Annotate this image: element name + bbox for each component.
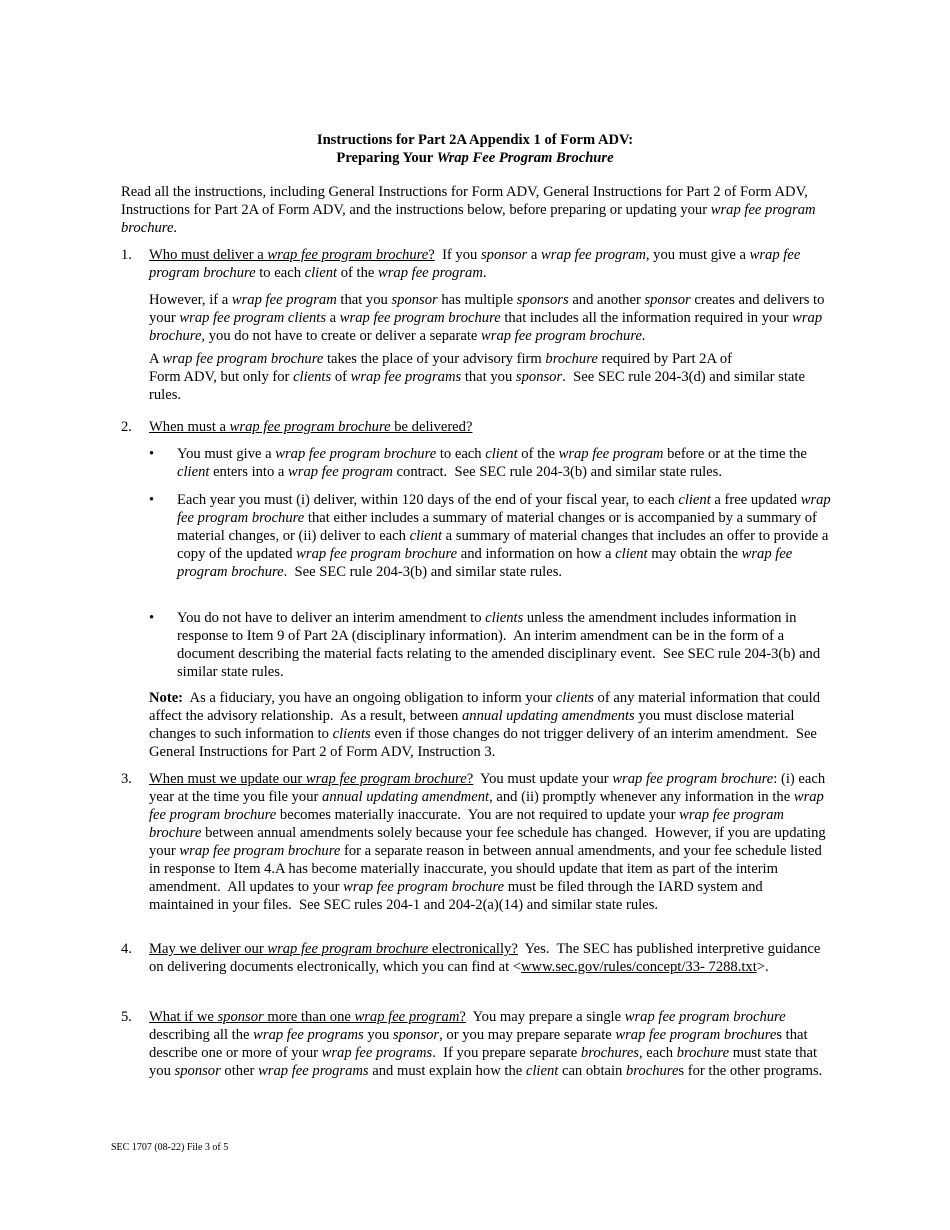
item-5-paragraph: What if we sponsor more than one wrap fee program? You may prepare a single wrap fee program brochure describing all the wrap fee programs you sponsor, or you may prepare separate wrap fee program brochures that describe one or more of your wrap fee programs. If you prepare separate brochures, each brochure must state that you sponsor other wrap fee programs and must explain how the client can obtain brochures for the other programs. bbox=[149, 1009, 823, 1079]
item-number-1: 1. bbox=[121, 247, 132, 263]
intro-paragraph: Read all the instructions, including General Instructions for Form ADV, General Instructions for Part 2 of Form ADV, Instructions for Part 2A of Form ADV, and the instructions below, before preparing or updating your wrap fee program brochure. bbox=[121, 184, 816, 236]
bullet-icon: • bbox=[149, 492, 155, 508]
item-1-paragraph-3: A wrap fee program brochure takes the place of your advisory firm brochure required by Part 2A of Form ADV, but only for clients of wrap fee programs that you sponsor. See SEC rule 204-3(d) and similar state rules. bbox=[149, 351, 805, 403]
page-title bbox=[0, 131, 950, 167]
title-line-1: Instructions for Part 2A Appendix 1 of Form ADV: bbox=[316, 132, 634, 148]
title-line-2: Preparing Your Wrap Fee Program Brochure bbox=[336, 150, 614, 166]
item-1-paragraph-2: However, if a wrap fee program that you sponsor has multiple sponsors and another sponsor creates and delivers to your wrap fee program clients a wrap fee program brochure that includes all the information required in your wrap brochure, you do not have to create or deliver a separate wrap fee program brochure. bbox=[149, 292, 825, 344]
bullet-icon: • bbox=[149, 610, 155, 626]
sec-link[interactable]: www.sec.gov/rules/concept/33- 7288.txt bbox=[521, 959, 757, 975]
page-footer: SEC 1707 (08-22) File 3 of 5 bbox=[111, 1142, 229, 1153]
item-4-paragraph: May we deliver our wrap fee program brochure electronically? Yes. The SEC has published interpretive guidance on delivering documents electronically, which you can find at <www.sec.gov/rules/concept/33- 7288.txt>. bbox=[149, 941, 821, 975]
item-number-2: 2. bbox=[121, 419, 132, 435]
item-number-4: 4. bbox=[121, 941, 132, 957]
bullet-icon: • bbox=[149, 446, 155, 462]
item-2-bullet-2: Each year you must (i) deliver, within 120 days of the end of your fiscal year, to each client a free updated wrap fee program brochure that either includes a summary of material changes or is accompanied by a summary of material changes, or (ii) deliver to each client a summary of material changes that includes an offer to provide a copy of the updated wrap fee program brochure and information on how a client may obtain the wrap fee program brochure. See SEC rule 204-3(b) and similar state rules. bbox=[177, 492, 831, 580]
item-number-5: 5. bbox=[121, 1009, 132, 1025]
item-1-paragraph: Who must deliver a wrap fee program brochure? If you sponsor a wrap fee program, you must give a wrap fee program brochure to each client of the wrap fee program. bbox=[149, 247, 801, 281]
item-number-3: 3. bbox=[121, 771, 132, 787]
item-2-bullet-3: You do not have to deliver an interim amendment to clients unless the amendment includes information in response to Item 9 of Part 2A (disciplinary information). An interim amendment can be in the form of a document describing the material facts relating to the amended disciplinary event. See SEC rule 204-3(b) and similar state rules. bbox=[177, 610, 821, 680]
item-3-paragraph: When must we update our wrap fee program brochure? You must update your wrap fee program brochure: (i) each year at the time you file your annual updating amendment, and (ii) promptly whenever any information in the wrap fee program brochure becomes materially inaccurate. You are not required to update your wrap fee program brochure between annual amendments solely because your fee schedule has changed. However, if you are updating your wrap fee program brochure for a separate reason in between annual amendments, and your fee schedule listed in response to Item 4.A has become materially inaccurate, you should update that item as part of the interim amendment. All updates to your wrap fee program brochure must be filed through the IARD system and maintained in your files. See SEC rules 204-1 and 204-2(a)(14) and similar state rules. bbox=[149, 771, 826, 913]
item-2-heading: When must a wrap fee program brochure be delivered? bbox=[149, 419, 473, 435]
item-2-note: Note: As a fiduciary, you have an ongoing obligation to inform your clients of any material information that could affect the advisory relationship. As a result, between annual updating amendments you must disclose material changes to such information to clients even if those changes do not trigger delivery of an interim amendment. See General Instructions for Part 2 of Form ADV, Instruction 3. bbox=[149, 690, 821, 760]
item-2-bullet-1: You must give a wrap fee program brochure to each client of the wrap fee program before or at the time the client enters into a wrap fee program contract. See SEC rule 204-3(b) and similar state rules. bbox=[177, 446, 807, 480]
